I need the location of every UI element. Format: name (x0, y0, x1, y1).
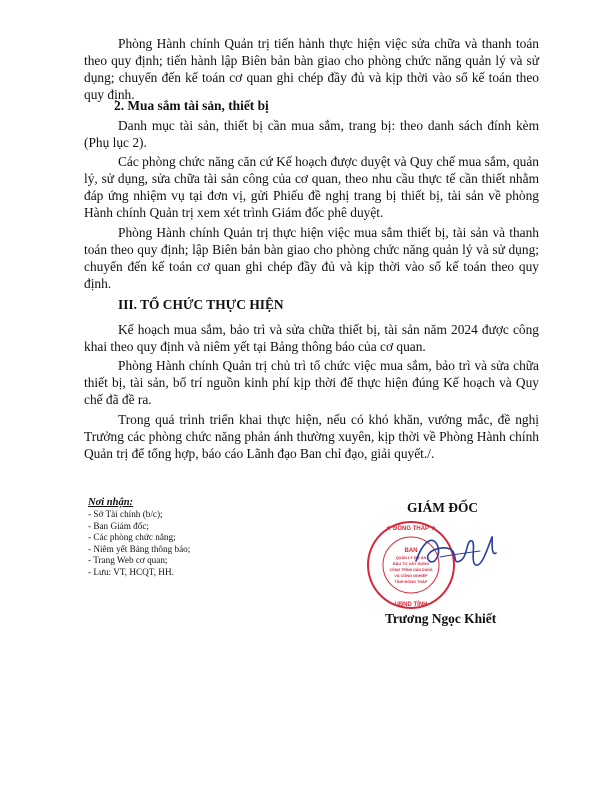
paragraph-difficulties: Trong quá trình triển khai thực hiện, nếu có khó khăn, vướng mắc, đề nghị Trưởng các phòng chức năng phản ánh thường xuyên, kịp thời về Phòng Hành chính Quản trị để tổng hợp, báo cáo Lãnh đạo Ban chỉ đạo, giải quyết./. (84, 412, 539, 461)
svg-text:TỈNH ĐỒNG THÁP: TỈNH ĐỒNG THÁP (394, 580, 428, 584)
recipient-item: - Trang Web cơ quan; (88, 555, 168, 566)
handwritten-signature-icon (410, 527, 502, 577)
svg-text:BAN: BAN (404, 548, 418, 554)
signer-name: Trương Ngọc Khiết (385, 611, 497, 626)
svg-text:UBND TỈNH: UBND TỈNH (394, 602, 428, 608)
recipients-list (88, 509, 308, 579)
recipients-block (88, 497, 308, 579)
svg-text:VÀ CÔNG NGHIỆP: VÀ CÔNG NGHIỆP (394, 574, 428, 578)
recipient-item: - Sở Tài chính (b/c); (88, 509, 163, 519)
heading-implementation: III. TỔ CHỨC THỰC HIỆN (118, 297, 284, 312)
svg-text:QUẢN LÝ DỰ ÁN: QUẢN LÝ DỰ ÁN (395, 556, 427, 560)
svg-text:★ ĐỒNG THÁP ★: ★ ĐỒNG THÁP ★ (386, 526, 436, 532)
svg-text:ĐẦU TƯ XÂY DỰNG: ĐẦU TƯ XÂY DỰNG (392, 562, 430, 566)
recipients-title: Nơi nhận: (88, 497, 134, 508)
recipient-item: - Ban Giám đốc; (88, 520, 149, 531)
recipient-item: - Lưu: VT, HCQT, HH. (88, 566, 174, 577)
paragraph-admin-lead: Phòng Hành chính Quản trị chủ trì tổ chức việc mua sắm, bảo trì và sửa chữa thiết bị, tài sản, bố trí nguồn kinh phí kịp thời để thực hiện đúng Kế hoạch và Quy chế đã đề ra. (84, 358, 539, 407)
paragraph-asset-list: Danh mục tài sản, thiết bị cần mua sắm, trang bị: theo danh sách đính kèm (Phụ lục 2). (84, 118, 539, 150)
signer-title: GIÁM ĐỐC (407, 500, 479, 515)
paragraph-repair-handover: Phòng Hành chính Quản trị tiến hành thực hiện việc sửa chữa và thanh toán theo quy định; tiến hành lập Biên bản bàn giao cho phòng chức năng quản lý và sử dụng; chuyển đến kế toán cơ quan ghi chép đầy đủ và kịp thời vào sổ kế toán theo quy định. (84, 36, 539, 102)
paragraph-department-requests: Các phòng chức năng căn cứ Kế hoạch được duyệt và Quy chế mua sắm, quản lý, sử dụng, sửa chữa tài sản công của cơ quan, theo nhu cầu thực tế cần thiết nhằm đáp ứng nhiệm vụ tại đơn vị, gửi Phiếu đề nghị trang bị thiết bị, tài sản về phòng Hành chính Quản trị xem xét trình Giám đốc phê duyệt. (84, 154, 539, 220)
svg-text:CÔNG TRÌNH DÂN DỤNG: CÔNG TRÌNH DÂN DỤNG (389, 568, 433, 572)
recipient-item: - Niêm yết Bảng thông báo; (88, 543, 191, 554)
paragraph-purchase-handover: Phòng Hành chính Quản trị thực hiện việc mua sắm thiết bị, tài sản và thanh toán theo quy định; lập Biên bản bàn giao cho phòng chức năng quản lý và sử dụng; chuyển đến kế toán cơ quan ghi chép đầy đủ và kịp thời vào sổ kế toán theo quy định. (84, 225, 539, 291)
paragraph-public-notice: Kế hoạch mua sắm, bảo trì và sửa chữa thiết bị, tài sản năm 2024 được công khai theo quy định và niêm yết tại Bảng thông báo của cơ quan. (84, 322, 539, 354)
recipient-item: - Các phòng chức năng; (88, 532, 176, 543)
heading-procurement: 2. Mua sắm tài sản, thiết bị (114, 98, 269, 113)
